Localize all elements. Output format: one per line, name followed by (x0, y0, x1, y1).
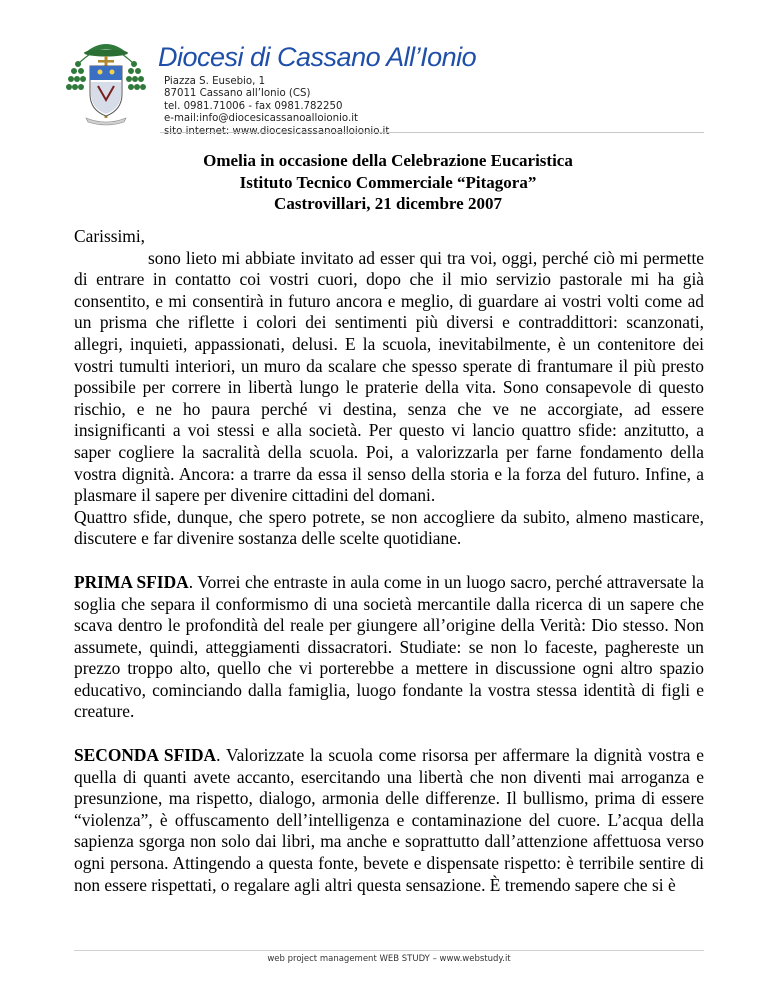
paragraph-challenge-2 (74, 745, 704, 896)
paragraph-challenge-1 (74, 572, 704, 723)
challenge-1-text: . Vorrei che entraste in aula come in un luogo sacro, perché attraversate la soglia che separa il conformismo di una società mercantile dalla ricerca di un sapere che scava dentro le profondità del reale per giungere all’origine della Verità: Dio stesso. Non assumete, quindi, atteggiamenti dissacratori. Studiate: se non lo faceste, paghereste un prezzo troppo alto, quello che vi porterebbe a mettere in discussione ogni altro spazio educativo, cominciando dalla famiglia, luogo fondante la vostra stessa identità di figli e creature. (74, 571, 704, 722)
headline-line: Istituto Tecnico Commerciale “Pitagora” (239, 172, 537, 192)
challenge-2-label: SECONDA SFIDA (74, 745, 217, 766)
phone-line: tel. 0981.71006 - fax 0981.782250 (164, 100, 343, 112)
document-body (74, 226, 704, 896)
footer-credit: web project management WEB STUDY – www.webstudy.it (267, 954, 511, 964)
paragraph-intro: sono lieto mi abbiate invitato ad esser qui tra voi, oggi, perché ciò mi permette di entrare in contatto coi vostri cuori, dopo che il mio servizio pastorale mi ha già consentito, e mi consentirà in futuro ancora e meglio, di guardare ai vostri volti come ad un prisma che riflette i colori dei sentimenti più diversi e contraddittori: scanzonati, allegri, inquieti, appassionati, delusi. E la scuola, inevitabilmente, è un contenitore dei vostri tumulti interiori, un muro da scalare che spesso sperate di frantumare il più presto possibile per correre in libertà lungo le praterie della vita. Sono consapevole di questo rischio, e ne ho paura perché vi destina, senza che ve ne accorgiate, ad essere insignificanti a voi stessi e alla società. Per questo vi lancio quattro sfide: anzitutto, a saper cogliere la sacralità della scuola. Poi, a valorizzarla per farne fondamento della vostra dignità. Ancora: a trarre da essa il senso della storia e la forza del futuro. Infine, a plasmare il sapere per divenire cittadini del domani. (74, 247, 704, 506)
website-line: sito internet: www.diocesicassanoalloionio.it (164, 125, 390, 137)
challenge-1-label: PRIMA SFIDA (74, 571, 189, 592)
address-line: 87011 Cassano all’Ionio (CS) (164, 88, 311, 100)
paragraph-summary: Quattro sfide, dunque, che spero potrete, se non accogliere da subito, almeno masticare, discutere e far divenire sostanza delle scelte quotidiane. (74, 506, 704, 549)
headline-date: Castrovillari, 21 dicembre 2007 (274, 194, 502, 213)
paragraph-gap (74, 550, 704, 572)
headline-line: Omelia in occasione della Celebrazione Eucaristica (203, 151, 573, 170)
footer-divider (74, 950, 704, 951)
paragraph-gap (74, 723, 704, 745)
header-divider (160, 132, 704, 133)
challenge-2-text: . Valorizzate la scuola come risorsa per affermare la dignità vostra e quella di quanti avete accanto, esercitando una libertà che non diventi mai arroganza e presunzione, ma rispetto, dialogo, armonia delle differenze. Il bullismo, prima di essere “violenza”, è offuscamento dell’intelligenza e contaminazione del cuore. L’acqua della sapienza sgorga non solo dai libri, ma anche e soprattutto dall’attenzione affettuosa verso ogni persona. Attingendo a questa fonte, bevete e dispensate rispetto: è terribile sentire di non essere rispettati, o regalare agli altri questa sensazione. È tremendo sapere che si è (74, 745, 704, 895)
diocese-title: Diocesi di Cassano All’Ionio (158, 42, 477, 72)
episcopal-coat-of-arms-icon (64, 38, 148, 126)
address-line: Piazza S. Eusebio, 1 (164, 76, 266, 87)
document-headline (72, 150, 704, 215)
contact-block (164, 76, 389, 138)
email-line: e-mail:info@diocesicassanoalloionio.it (164, 113, 359, 125)
greeting: Carissimi, (74, 226, 146, 246)
